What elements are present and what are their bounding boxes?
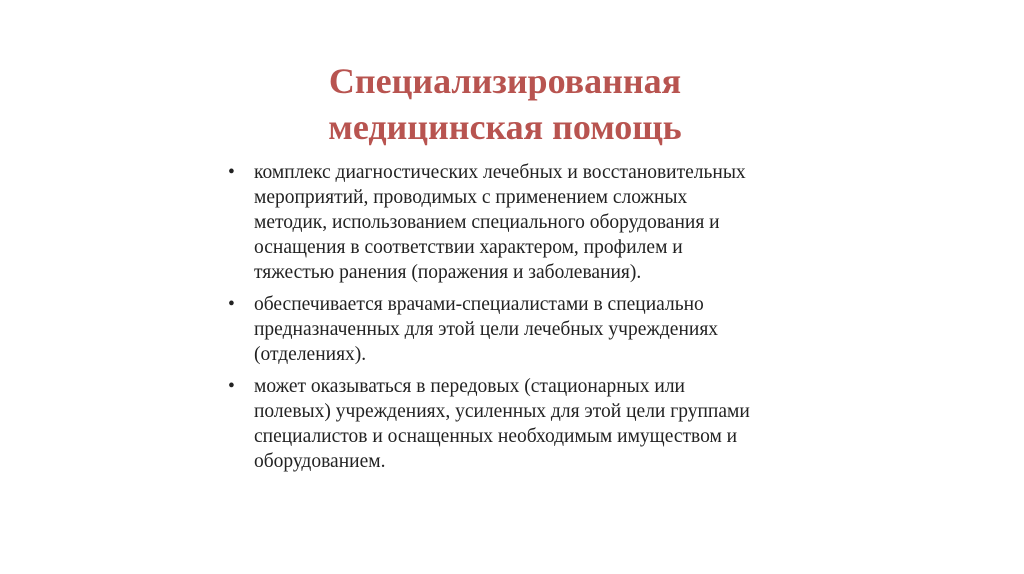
- bullet-1-line-5: тяжестью ранения (поражения и заболевания).: [254, 262, 642, 283]
- bullet-dot-icon: •: [228, 162, 235, 183]
- bullet-2-line-2: предназначенных для этой цели лечебных учреждениях: [254, 319, 719, 340]
- bullet-2-line-1: обеспечивается врачами-специалистами в специально: [254, 294, 704, 315]
- bullet-3-line-3: специалистов и оснащенных необходимым имуществом и: [254, 426, 738, 447]
- bullet-3-line-1: может оказываться в передовых (стационарных или: [254, 376, 685, 397]
- bullet-3-line-2: полевых) учреждениях, усиленных для этой цели группами: [254, 401, 750, 422]
- slide-title-line-2: медицинская помощь: [328, 107, 682, 147]
- slide-title-line-1: Специализированная: [328, 61, 682, 101]
- bullet-2-line-3: (отделениях).: [254, 344, 367, 365]
- bullet-item: [228, 160, 828, 285]
- bullet-1-line-2: мероприятий, проводимых с применением сложных: [254, 187, 688, 208]
- bullet-1-line-4: оснащения в соответствии характером, профилем и: [254, 237, 683, 258]
- bullet-item: [228, 292, 828, 367]
- bullet-1-line-3: методик, использованием специального оборудования и: [254, 212, 720, 233]
- bullet-3-line-4: оборудованием.: [254, 451, 386, 472]
- bullet-dot-icon: •: [228, 294, 235, 315]
- slide-title: [0, 58, 1010, 150]
- bullet-1-line-1: комплекс диагностических лечебных и восстановительных: [254, 162, 746, 183]
- bullet-item: [228, 374, 828, 474]
- bullet-list: [228, 160, 828, 481]
- bullet-dot-icon: •: [228, 376, 235, 397]
